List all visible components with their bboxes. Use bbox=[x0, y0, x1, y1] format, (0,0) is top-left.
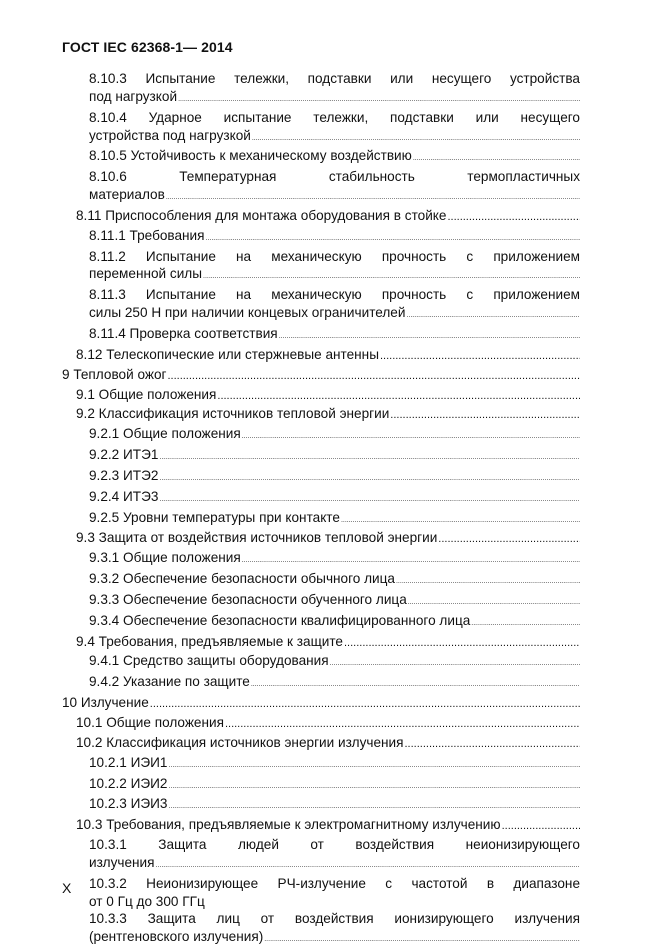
toc-entry-text: 9.2 Классификация источников тепловой энергии bbox=[76, 406, 390, 422]
toc-entry-text: 10.3.2 Неионизирующее РЧ-излучение с частотой в диапазоне bbox=[89, 875, 580, 891]
toc-entry-text: 10.2.3 ИЭИ3 bbox=[89, 796, 168, 812]
toc-entry bbox=[62, 467, 580, 488]
dot-leader bbox=[225, 716, 580, 734]
toc-entry bbox=[62, 405, 580, 425]
toc-entry-text: 9 Тепловой ожог bbox=[62, 366, 167, 382]
toc-entry-text: 8.11.4 Проверка соответствия bbox=[89, 325, 278, 341]
dot-leader bbox=[217, 388, 580, 406]
toc-entry bbox=[62, 570, 580, 591]
toc-entry-line bbox=[89, 795, 580, 816]
toc-entry-line bbox=[89, 549, 580, 570]
toc-entry-line bbox=[89, 893, 580, 911]
toc-entry bbox=[62, 910, 580, 949]
toc-entry-text: 8.10.5 Устойчивость к механическому воздействию bbox=[89, 148, 412, 164]
toc-entry-text: 9.2.2 ИТЭ1 bbox=[89, 447, 159, 463]
dot-leader bbox=[159, 449, 580, 467]
dot-leader bbox=[168, 757, 580, 775]
toc-entry-text: силы 250 Н при наличии концевых ограничителей bbox=[89, 305, 406, 321]
toc-entry bbox=[62, 591, 580, 612]
toc-entry-text: переменной силы bbox=[89, 266, 202, 282]
dot-leader bbox=[344, 635, 580, 653]
toc-entry-text: 9.3.2 Обеспечение безопасности обычного лица bbox=[89, 571, 395, 587]
toc-entry-line bbox=[76, 405, 580, 425]
toc-entry-line bbox=[62, 694, 580, 714]
toc-entry-line bbox=[89, 227, 580, 248]
toc-entry bbox=[62, 109, 580, 148]
toc-entry-text: 10.3.1 Защита людей от воздействия неионизирующего bbox=[89, 837, 580, 853]
toc-entry bbox=[62, 168, 580, 207]
toc-entry-text: 9.3 Защита от воздействия источников тепловой энергии bbox=[76, 530, 438, 546]
toc-entry-text: 9.4 Требования, предъявляемые к защите bbox=[76, 633, 343, 649]
dot-leader bbox=[168, 778, 580, 796]
dot-leader bbox=[178, 91, 580, 109]
toc-entry-line bbox=[89, 673, 580, 694]
toc-entry bbox=[62, 652, 580, 673]
dot-leader bbox=[330, 655, 580, 673]
dot-leader bbox=[406, 307, 580, 325]
toc-entry-text: 9.3.3 Обеспечение безопасности обученного лица bbox=[89, 591, 407, 607]
dot-leader bbox=[502, 818, 580, 836]
dot-leader bbox=[390, 407, 580, 425]
dot-leader bbox=[405, 736, 581, 754]
toc-entry bbox=[62, 775, 580, 796]
toc-entry-text: 10.3.3 Защита лиц от воздействия ионизирующего излучения bbox=[89, 911, 580, 927]
toc-entry-line bbox=[89, 509, 580, 530]
toc-entry-line bbox=[76, 529, 580, 549]
toc-entry-text: 10.2.2 ИЭИ2 bbox=[89, 775, 168, 791]
toc-entry-text: 8.10.3 Испытание тележки, подставки или несущего устройства bbox=[89, 71, 580, 86]
toc-entry-line bbox=[62, 366, 580, 386]
toc-entry bbox=[62, 488, 580, 509]
dot-leader bbox=[264, 931, 580, 949]
toc-entry-line bbox=[76, 734, 580, 754]
toc-entry-line bbox=[89, 775, 580, 796]
toc-entry-line bbox=[89, 591, 580, 612]
toc-entry-line bbox=[89, 325, 580, 346]
dot-leader bbox=[438, 531, 580, 549]
toc-entry bbox=[62, 366, 580, 386]
toc-entry-text: материалов bbox=[89, 187, 165, 203]
toc-entry bbox=[62, 795, 580, 816]
toc-entry-text: 8.12 Телескопические или стержневые антенны bbox=[76, 346, 379, 362]
toc-entry bbox=[62, 754, 580, 775]
dot-leader bbox=[251, 676, 580, 694]
toc-entry-line bbox=[89, 754, 580, 775]
toc-entry-text: 9.2.4 ИТЭ3 bbox=[89, 488, 159, 504]
toc-entry bbox=[62, 509, 580, 530]
toc-entry-text: 10.2.1 ИЭИ1 bbox=[89, 754, 168, 770]
toc-entry bbox=[62, 816, 580, 836]
toc-entry-text: устройства под нагрузкой bbox=[89, 127, 251, 143]
dot-leader bbox=[252, 130, 580, 148]
toc-entry-text: 9.4.2 Указание по защите bbox=[89, 674, 250, 690]
toc-entry-line bbox=[76, 714, 580, 734]
toc-entry bbox=[62, 227, 580, 248]
toc-entry-text: 9.4.1 Средство защиты оборудования bbox=[89, 653, 329, 669]
toc-entry-line bbox=[89, 467, 580, 488]
toc-entry-line bbox=[89, 928, 580, 949]
dot-leader bbox=[447, 209, 580, 227]
dot-leader bbox=[159, 491, 580, 509]
toc-entry-text: 9.2.1 Общие положения bbox=[89, 426, 241, 442]
toc-entry-line bbox=[89, 612, 580, 633]
dot-leader bbox=[168, 798, 580, 816]
dot-leader bbox=[203, 268, 580, 286]
document-header: ГОСТ IEC 62368-1— 2014 bbox=[62, 39, 233, 55]
toc-entry-text: 8.11 Приспособления для монтажа оборудования в стойке bbox=[76, 207, 447, 223]
toc-entry bbox=[62, 694, 580, 714]
toc-entry bbox=[62, 207, 580, 227]
toc-entry-line bbox=[89, 570, 580, 591]
toc-entry-line bbox=[89, 425, 580, 446]
toc-entry-text: 9.3.4 Обеспечение безопасности квалифицированного лица bbox=[89, 612, 471, 628]
toc-entry-text: 8.10.6 Температурная стабильность термопластичных bbox=[89, 169, 580, 185]
toc-entry bbox=[62, 346, 580, 366]
toc-entry bbox=[62, 714, 580, 734]
toc-entry bbox=[62, 549, 580, 570]
toc-entry bbox=[62, 286, 580, 325]
toc-entry bbox=[62, 425, 580, 446]
dot-leader bbox=[206, 230, 580, 248]
dot-leader bbox=[166, 189, 580, 207]
dot-leader bbox=[380, 348, 580, 366]
toc-entry bbox=[62, 612, 580, 633]
toc-entry-line bbox=[76, 386, 580, 406]
toc-entry-line bbox=[89, 265, 580, 286]
dot-leader bbox=[396, 573, 580, 591]
toc-entry-text: излучения bbox=[89, 854, 155, 870]
toc-entry bbox=[62, 248, 580, 287]
toc-entry-line bbox=[76, 346, 580, 366]
page-number: X bbox=[62, 880, 72, 896]
toc-entry-text: под нагрузкой bbox=[89, 88, 178, 104]
toc-entry-text: (рентгеновского излучения) bbox=[89, 929, 264, 945]
toc-entry-text: от 0 Гц до 300 ГГц bbox=[89, 893, 205, 909]
toc-entry-text: 10.1 Общие положения bbox=[76, 715, 224, 730]
toc-entry-line bbox=[89, 304, 580, 325]
toc-entry bbox=[62, 446, 580, 467]
toc-entry-text: 9.2.3 ИТЭ2 bbox=[89, 467, 159, 483]
toc-entry-line bbox=[89, 127, 580, 148]
toc-entry bbox=[62, 386, 580, 406]
dot-leader bbox=[159, 470, 580, 488]
dot-leader bbox=[413, 150, 580, 168]
toc-entry bbox=[62, 673, 580, 694]
toc-entry-line bbox=[89, 446, 580, 467]
toc-entry bbox=[62, 325, 580, 346]
table-of-contents bbox=[62, 70, 580, 949]
toc-entry-line bbox=[89, 88, 580, 109]
toc-entry bbox=[62, 633, 580, 653]
toc-entry-text: 8.11.1 Требования bbox=[89, 227, 205, 243]
toc-entry bbox=[62, 875, 580, 911]
toc-entry-line bbox=[89, 854, 580, 875]
toc-entry-line bbox=[76, 207, 580, 227]
toc-entry bbox=[62, 70, 580, 109]
dot-leader bbox=[408, 594, 580, 612]
toc-entry-text: 9.3.1 Общие положения bbox=[89, 550, 241, 566]
toc-entry-text: 10.3 Требования, предъявляемые к электромагнитному излучению bbox=[76, 817, 501, 833]
toc-entry-line bbox=[76, 633, 580, 653]
dot-leader bbox=[471, 615, 580, 633]
dot-leader bbox=[341, 512, 580, 530]
dot-leader bbox=[242, 428, 580, 446]
dot-leader bbox=[156, 857, 580, 875]
dot-leader bbox=[167, 368, 580, 386]
toc-entry-text: 9.2.5 Уровни температуры при контакте bbox=[89, 509, 340, 525]
toc-entry-line bbox=[89, 652, 580, 673]
toc-entry bbox=[62, 734, 580, 754]
toc-entry-text: 10.2 Классификация источников энергии излучения bbox=[76, 734, 404, 750]
toc-entry-line bbox=[89, 186, 580, 207]
toc-entry-text: 8.10.4 Ударное испытание тележки, подставки или несущего bbox=[89, 109, 580, 125]
toc-entry-text: 10 Излучение bbox=[62, 695, 149, 711]
toc-entry bbox=[62, 836, 580, 875]
toc-entry-text: 8.11.3 Испытание на механическую прочность с приложением bbox=[89, 287, 580, 303]
toc-entry bbox=[62, 147, 580, 168]
dot-leader bbox=[150, 696, 580, 714]
toc-entry-line bbox=[89, 488, 580, 509]
toc-entry-text: 8.11.2 Испытание на механическую прочность с приложением bbox=[89, 248, 580, 264]
toc-entry bbox=[62, 529, 580, 549]
toc-entry-line bbox=[89, 147, 580, 168]
dot-leader bbox=[242, 552, 580, 570]
toc-entry-text: 9.1 Общие положения bbox=[76, 386, 217, 402]
toc-entry-line bbox=[76, 816, 580, 836]
dot-leader bbox=[279, 328, 580, 346]
